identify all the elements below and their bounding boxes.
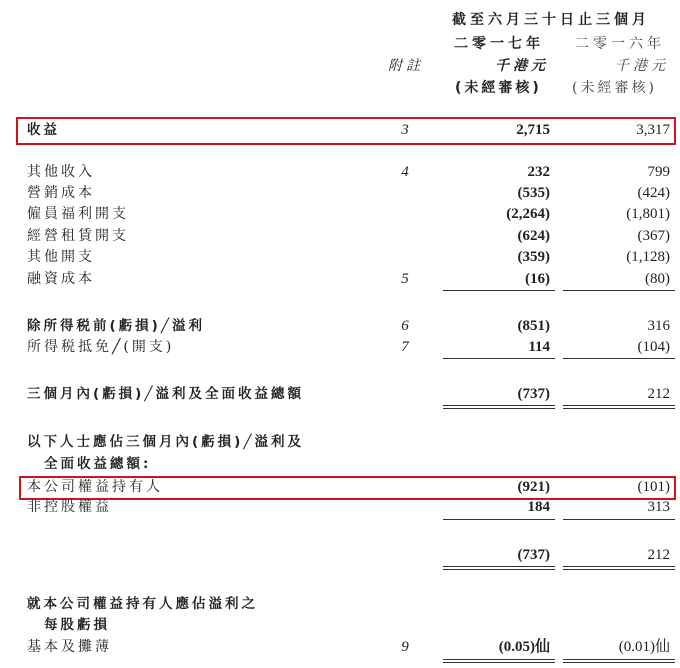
- value-2017: 232: [527, 164, 550, 180]
- row-label: 以下人士應佔三個月內(虧損)╱溢利及: [27, 434, 304, 450]
- header-col2-unit: 千港元: [615, 58, 669, 74]
- double-rule: [443, 405, 555, 409]
- value-2017: (737): [517, 547, 550, 563]
- row-label: 非控股權益: [27, 499, 112, 515]
- row-label: 收益: [27, 122, 60, 138]
- row-label: 全面收益總額:: [44, 456, 152, 472]
- value-2016: (104): [637, 339, 670, 355]
- row-label: 就本公司權益持有人應佔溢利之: [27, 596, 258, 612]
- value-2017: (0.05)仙: [498, 639, 550, 655]
- table-row: [0, 432, 680, 452]
- table-row: [0, 594, 680, 614]
- row-label: 僱員福利開支: [27, 206, 129, 222]
- table-row: [0, 637, 680, 657]
- value-2016: (1,128): [626, 249, 670, 265]
- table-row: [0, 247, 680, 267]
- row-label: 經營租賃開支: [27, 228, 129, 244]
- row-note: 4: [401, 164, 409, 180]
- value-2017: (921): [517, 479, 550, 495]
- rule: [443, 358, 555, 359]
- value-2016: (0.01)仙: [618, 639, 670, 655]
- header-col1-status: (未經審核): [455, 80, 542, 96]
- value-2017: 184: [527, 499, 550, 515]
- double-rule: [563, 566, 675, 570]
- value-2017: (851): [517, 318, 550, 334]
- table-row: [0, 204, 680, 224]
- row-label: 營銷成本: [27, 185, 95, 201]
- header-col1-year: 二零一七年: [454, 36, 544, 52]
- value-2016: 212: [647, 386, 670, 402]
- value-2016: 3,317: [636, 122, 670, 138]
- row-note: 7: [401, 339, 409, 355]
- value-2017: 2,715: [516, 122, 550, 138]
- value-2017: (737): [517, 386, 550, 402]
- row-label: 每股虧損: [44, 617, 110, 633]
- value-2016: 316: [647, 318, 670, 334]
- table-row: [0, 454, 680, 474]
- table-row: [0, 337, 680, 357]
- row-label: 本公司權益持有人: [27, 479, 163, 495]
- table-row: [0, 497, 680, 517]
- row-label: 其他收入: [27, 164, 95, 180]
- double-rule: [443, 566, 555, 570]
- header-col2-year: 二零一六年: [575, 36, 665, 52]
- table-row: [0, 384, 680, 404]
- value-2016: 799: [647, 164, 670, 180]
- row-note: 6: [401, 318, 409, 334]
- header-period: 截至六月三十日止三個月: [452, 12, 650, 28]
- row-label: 所得税抵免╱(開支): [27, 339, 175, 355]
- table-row: [0, 545, 680, 565]
- table-row: [0, 615, 680, 635]
- value-2016: 313: [647, 499, 670, 515]
- value-2016: (1,801): [626, 206, 670, 222]
- table-row: [0, 477, 680, 497]
- value-2016: (367): [637, 228, 670, 244]
- table-row: [0, 316, 680, 336]
- row-label: 基本及攤薄: [27, 639, 112, 655]
- header-col1-unit: 千港元: [495, 58, 549, 74]
- table-row: [0, 269, 680, 289]
- value-2016: (101): [637, 479, 670, 495]
- header-note: 附註: [388, 58, 424, 74]
- value-2016: 212: [647, 547, 670, 563]
- value-2016: (80): [645, 271, 670, 287]
- double-rule: [443, 659, 555, 663]
- value-2017: (359): [517, 249, 550, 265]
- value-2017: 114: [528, 339, 550, 355]
- row-label: 融資成本: [27, 271, 95, 287]
- rule: [563, 358, 675, 359]
- rule: [443, 290, 555, 291]
- value-2017: (535): [517, 185, 550, 201]
- table-row: [0, 162, 680, 182]
- double-rule: [563, 659, 675, 663]
- table-row: [0, 226, 680, 246]
- value-2017: (2,264): [506, 206, 550, 222]
- row-label: 其他開支: [27, 249, 95, 265]
- rule: [563, 290, 675, 291]
- rule: [563, 519, 675, 520]
- header-col2-status: (未經審核): [572, 80, 657, 96]
- table-row: [0, 120, 680, 140]
- row-label: 除所得税前(虧損)╱溢利: [27, 318, 205, 334]
- rule: [443, 519, 555, 520]
- value-2017: (624): [517, 228, 550, 244]
- row-label: 三個月內(虧損)╱溢利及全面收益總額: [27, 386, 304, 402]
- value-2017: (16): [525, 271, 550, 287]
- row-note: 3: [401, 122, 409, 138]
- double-rule: [563, 405, 675, 409]
- table-row: [0, 183, 680, 203]
- row-note: 5: [401, 271, 409, 287]
- row-note: 9: [401, 639, 409, 655]
- value-2016: (424): [637, 185, 670, 201]
